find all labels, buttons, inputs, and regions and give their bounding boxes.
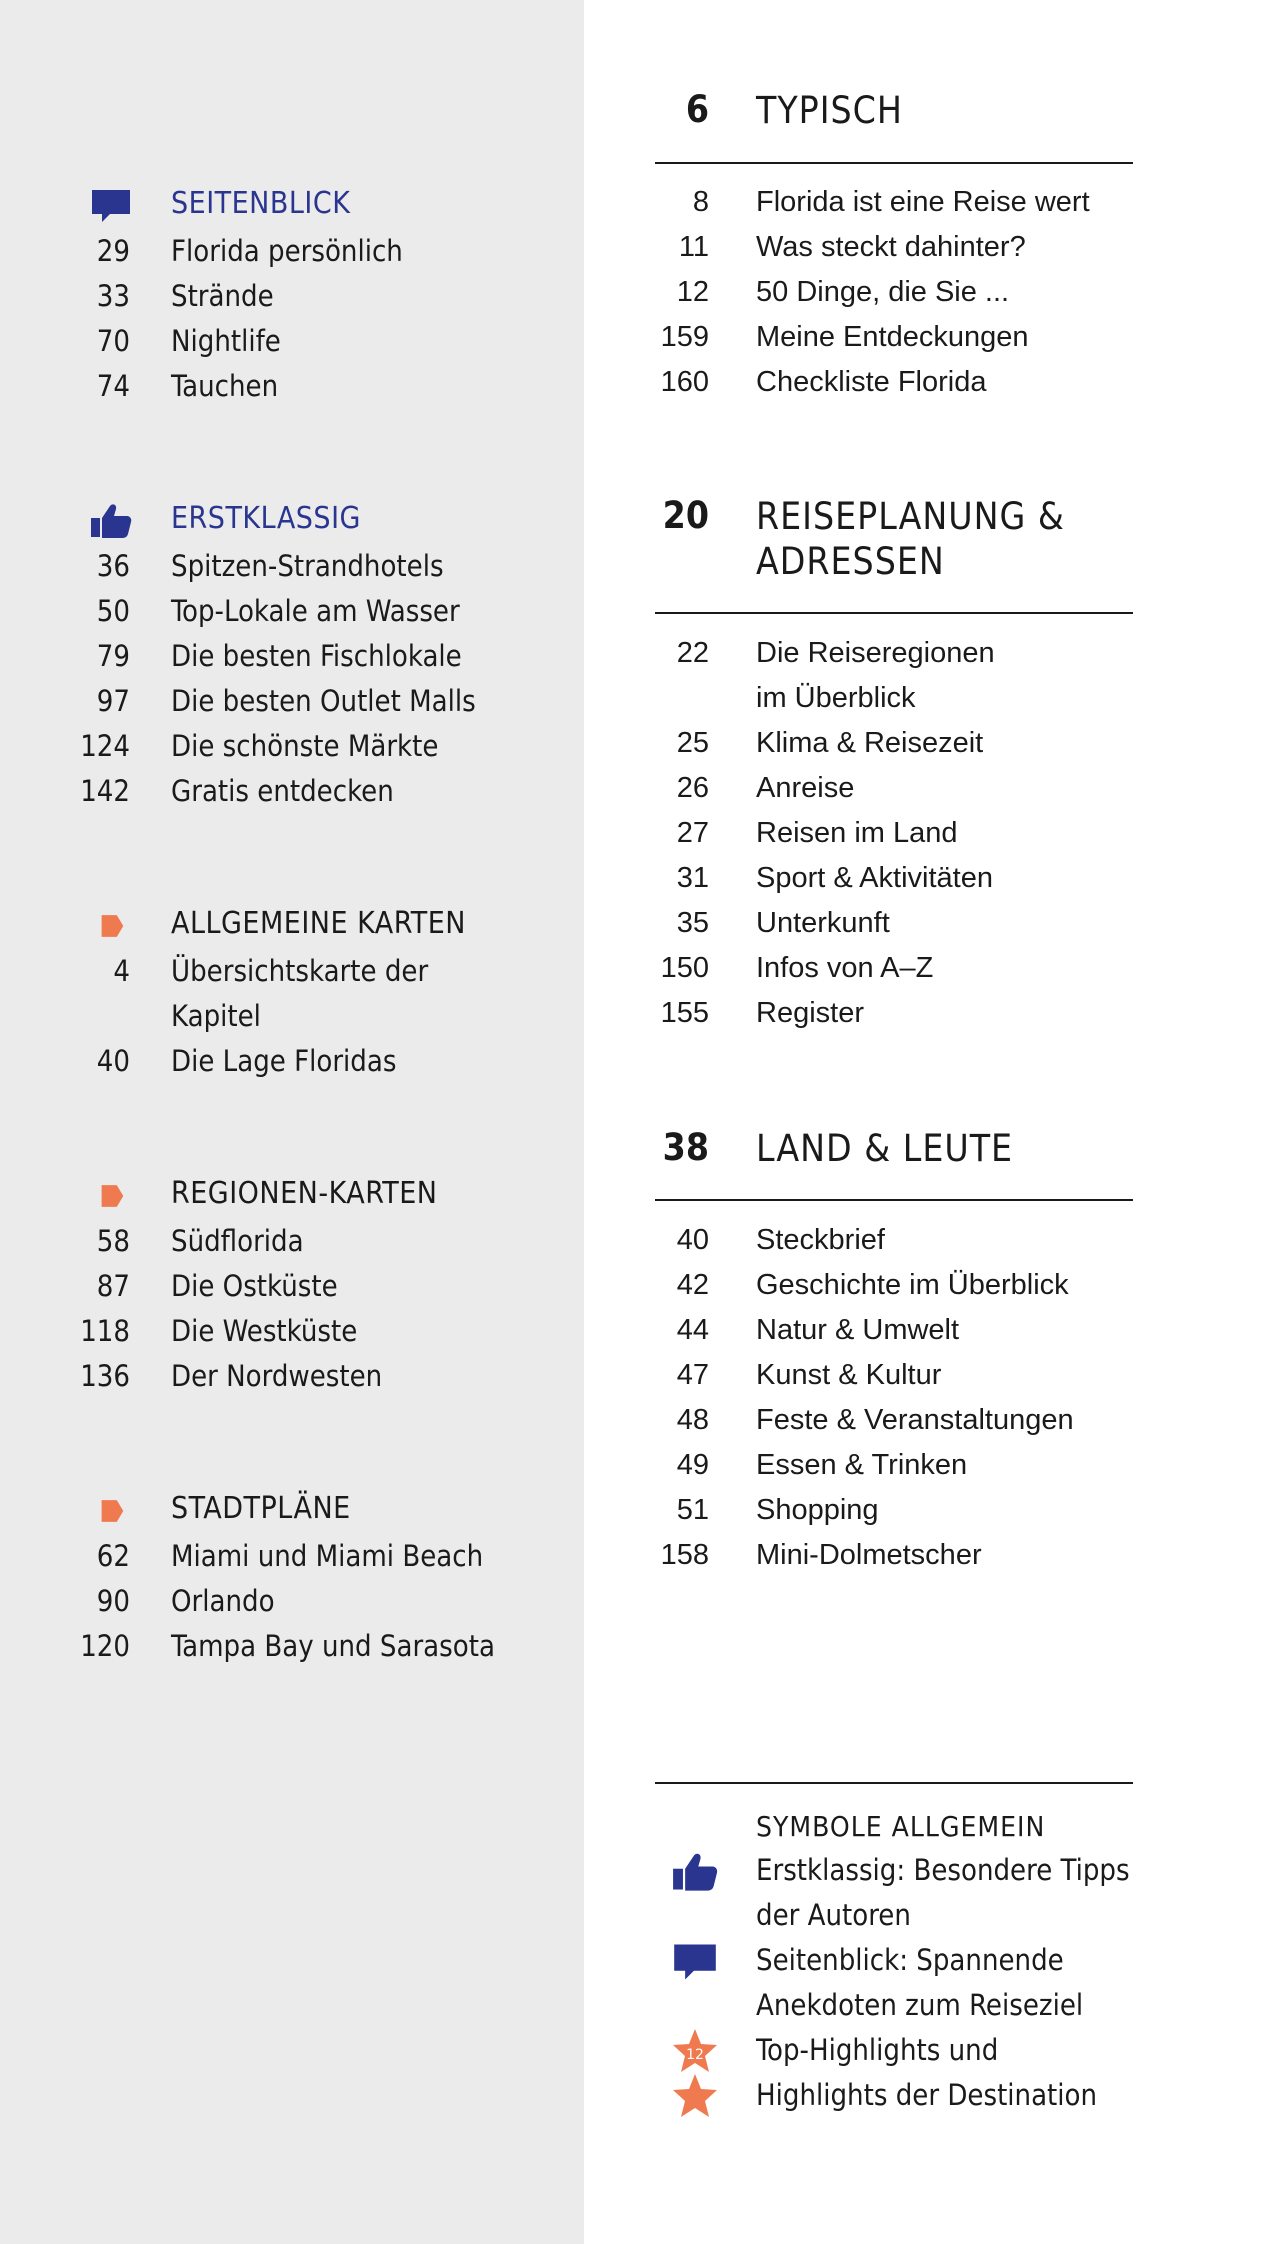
legend-item xyxy=(655,1983,1135,2028)
list-item[interactable] xyxy=(0,1309,584,1354)
page-number: 27 xyxy=(676,817,709,849)
list-item[interactable] xyxy=(655,1399,1135,1444)
page-number: 35 xyxy=(676,907,709,939)
chapter-title: TYPISCH xyxy=(756,89,903,132)
chapter-page-number: 20 xyxy=(662,494,709,537)
page-number: 12 xyxy=(676,276,709,308)
list-item[interactable] xyxy=(0,1579,584,1624)
item-label: Die Reiseregionen xyxy=(756,637,995,669)
page-number: 150 xyxy=(660,952,709,984)
item-label: Nightlife xyxy=(171,324,281,358)
list-item[interactable] xyxy=(0,544,584,589)
item-label: Natur & Umwelt xyxy=(756,1314,960,1346)
item-label: Meine Entdeckungen xyxy=(756,321,1029,353)
page-number: 8 xyxy=(692,186,709,218)
legend-text: der Autoren xyxy=(756,1898,911,1932)
list-item[interactable] xyxy=(655,1354,1135,1399)
page-number: 50 xyxy=(96,594,130,628)
list-item[interactable] xyxy=(655,947,1135,992)
section-reiseplanung xyxy=(655,494,1135,1037)
speech-bubble-icon xyxy=(90,188,132,224)
section-title: ALLGEMEINE KARTEN xyxy=(171,906,466,941)
list-item[interactable] xyxy=(0,1534,584,1579)
list-item[interactable] xyxy=(0,1264,584,1309)
list-item[interactable] xyxy=(0,274,584,319)
page-number: 48 xyxy=(676,1404,709,1436)
item-label: Florida persönlich xyxy=(171,234,403,268)
item-label: Checkliste Florida xyxy=(756,366,987,398)
page-number: 118 xyxy=(80,1314,130,1348)
page-number: 58 xyxy=(96,1224,130,1258)
item-label: Die schönste Märkte xyxy=(171,729,439,763)
page-number: 159 xyxy=(660,321,709,353)
item-label: Infos von A–Z xyxy=(756,952,934,984)
chapter-title-line-1: REISEPLANUNG & xyxy=(756,495,1065,538)
list-item[interactable] xyxy=(655,271,1135,316)
item-label: Florida ist eine Reise wert xyxy=(756,186,1090,218)
list-item[interactable] xyxy=(655,316,1135,361)
item-label: Tampa Bay und Sarasota xyxy=(171,1629,495,1663)
page-number: 124 xyxy=(80,729,130,763)
list-item[interactable] xyxy=(0,229,584,274)
item-label: Tauchen xyxy=(171,369,279,403)
list-item[interactable] xyxy=(655,181,1135,226)
page-number: 4 xyxy=(113,954,130,988)
list-item[interactable] xyxy=(655,767,1135,812)
legend-title: SYMBOLE ALLGEMEIN xyxy=(756,1810,1046,1843)
page-number: 47 xyxy=(676,1359,709,1391)
item-label: Der Nordwesten xyxy=(171,1359,383,1393)
thumbs-up-icon xyxy=(90,503,132,539)
page-number: 11 xyxy=(678,231,709,263)
section-title: STADTPLÄNE xyxy=(171,1491,351,1526)
page-number: 90 xyxy=(96,1584,130,1618)
item-label: Sport & Aktivitäten xyxy=(756,862,993,894)
legend-item xyxy=(655,1848,1135,1893)
list-item[interactable] xyxy=(655,1534,1135,1579)
section-title: SEITENBLICK xyxy=(171,186,351,221)
item-label: Essen & Trinken xyxy=(756,1449,968,1481)
section-allgemeine-karten xyxy=(0,904,584,1084)
item-label: Mini-Dolmetscher xyxy=(756,1539,982,1571)
item-label: Steckbrief xyxy=(756,1224,885,1256)
page-number: 40 xyxy=(676,1224,709,1256)
item-label: Die Lage Floridas xyxy=(171,1044,397,1078)
page-number: 51 xyxy=(676,1494,709,1526)
page-number: 79 xyxy=(96,639,130,673)
item-label: Was steckt dahinter? xyxy=(756,231,1026,263)
page-number: 26 xyxy=(676,772,709,804)
item-label: Gratis entdecken xyxy=(171,774,394,808)
item-label: Die besten Fischlokale xyxy=(171,639,462,673)
page-number: 136 xyxy=(80,1359,130,1393)
chapter-page-number: 38 xyxy=(662,1126,709,1169)
item-label: Klima & Reisezeit xyxy=(756,727,984,759)
item-label: Die besten Outlet Malls xyxy=(171,684,476,718)
page-number: 49 xyxy=(676,1449,709,1481)
section-typisch xyxy=(655,88,1135,406)
item-label: Die Ostküste xyxy=(171,1269,338,1303)
map-tag-icon xyxy=(90,1183,132,1209)
item-label: Reisen im Land xyxy=(756,817,958,849)
list-item[interactable] xyxy=(655,812,1135,857)
chapter-title-line-2: ADRESSEN xyxy=(756,540,945,583)
item-label: im Überblick xyxy=(756,682,916,714)
item-label: Strände xyxy=(171,279,274,313)
page-number: 40 xyxy=(96,1044,130,1078)
list-item[interactable] xyxy=(0,1624,584,1669)
legend-item xyxy=(655,1938,1135,1983)
page-number: 87 xyxy=(96,1269,130,1303)
section-regionen-karten xyxy=(0,1174,584,1399)
legend-text: Seitenblick: Spannende xyxy=(756,1943,1064,1977)
list-item[interactable] xyxy=(655,632,1135,677)
list-item[interactable] xyxy=(655,992,1135,1037)
list-item[interactable] xyxy=(0,634,584,679)
map-tag-icon xyxy=(90,1498,132,1524)
star-number: 12 xyxy=(686,2047,704,2063)
thumbs-up-icon xyxy=(672,1852,718,1892)
list-item[interactable] xyxy=(0,949,584,994)
item-label: Shopping xyxy=(756,1494,879,1526)
page-number: 97 xyxy=(96,684,130,718)
list-item[interactable] xyxy=(0,1219,584,1264)
list-item[interactable] xyxy=(655,677,1135,722)
list-item[interactable] xyxy=(655,1444,1135,1489)
page-number: 36 xyxy=(96,549,130,583)
item-label: Südflorida xyxy=(171,1224,304,1258)
page-number: 120 xyxy=(80,1629,130,1663)
item-label: Register xyxy=(756,997,864,1029)
list-item[interactable] xyxy=(0,679,584,724)
list-item[interactable] xyxy=(0,589,584,634)
list-item[interactable] xyxy=(655,1264,1135,1309)
section-seitenblick xyxy=(0,184,584,409)
page-number: 22 xyxy=(676,637,709,669)
list-item[interactable] xyxy=(0,994,584,1039)
item-label: Kapitel xyxy=(171,999,261,1033)
page-number: 155 xyxy=(660,997,709,1029)
section-stadtplaene xyxy=(0,1489,584,1669)
item-label: Anreise xyxy=(756,772,855,804)
list-item[interactable] xyxy=(0,364,584,409)
divider xyxy=(655,162,1133,164)
page-number: 160 xyxy=(660,366,709,398)
page-number: 25 xyxy=(676,727,709,759)
list-item[interactable] xyxy=(0,769,584,814)
list-item[interactable] xyxy=(655,361,1135,406)
list-item[interactable] xyxy=(655,1219,1135,1264)
chapter-title: LAND & LEUTE xyxy=(756,1127,1014,1170)
legend-text: Highlights der Destination xyxy=(756,2078,1098,2112)
divider xyxy=(655,612,1133,614)
item-label: Die Westküste xyxy=(171,1314,358,1348)
page-number: 158 xyxy=(660,1539,709,1571)
item-label: Übersichtskarte der xyxy=(171,954,429,988)
legend-text: Anekdoten zum Reiseziel xyxy=(756,1988,1084,2022)
page-number: 62 xyxy=(96,1539,130,1573)
item-label: Feste & Veranstaltungen xyxy=(756,1404,1074,1436)
chapter-page-number: 6 xyxy=(685,88,709,131)
page-number: 142 xyxy=(80,774,130,808)
map-tag-icon xyxy=(90,913,132,939)
page-number: 31 xyxy=(676,862,709,894)
legend-item xyxy=(655,2073,1135,2118)
legend-text: Erstklassig: Besondere Tipps xyxy=(756,1853,1130,1887)
section-erstklassig xyxy=(0,499,584,814)
star-icon xyxy=(672,2073,718,2119)
page-number: 70 xyxy=(96,324,130,358)
item-label: 50 Dinge, die Sie ... xyxy=(756,276,1010,308)
page-number: 74 xyxy=(96,369,130,403)
item-label: Unterkunft xyxy=(756,907,890,939)
list-item[interactable] xyxy=(655,1489,1135,1534)
legend-item xyxy=(655,2028,1135,2073)
list-item[interactable] xyxy=(655,1309,1135,1354)
section-title: REGIONEN-KARTEN xyxy=(171,1176,438,1211)
speech-bubble-icon xyxy=(672,1942,718,1982)
item-label: Kunst & Kultur xyxy=(756,1359,942,1391)
item-label: Top-Lokale am Wasser xyxy=(171,594,460,628)
numbered-star-icon xyxy=(672,2028,718,2074)
page-number: 42 xyxy=(676,1269,709,1301)
legend-text: Top-Highlights und xyxy=(756,2033,999,2067)
section-land-leute xyxy=(655,1126,1135,1579)
item-label: Geschichte im Überblick xyxy=(756,1269,1069,1301)
list-item[interactable] xyxy=(655,722,1135,767)
list-item[interactable] xyxy=(655,857,1135,902)
list-item[interactable] xyxy=(655,902,1135,947)
page-number: 44 xyxy=(676,1314,709,1346)
list-item[interactable] xyxy=(0,1039,584,1084)
item-label: Orlando xyxy=(171,1584,275,1618)
list-item[interactable] xyxy=(0,1354,584,1399)
list-item[interactable] xyxy=(655,226,1135,271)
legend-item xyxy=(655,1893,1135,1938)
page-number: 33 xyxy=(96,279,130,313)
list-item[interactable] xyxy=(0,724,584,769)
section-title: ERSTKLASSIG xyxy=(171,501,361,536)
list-item[interactable] xyxy=(0,319,584,364)
page-number: 29 xyxy=(96,234,130,268)
divider xyxy=(655,1199,1133,1201)
divider xyxy=(655,1782,1133,1784)
item-label: Spitzen-Strandhotels xyxy=(171,549,444,583)
item-label: Miami und Miami Beach xyxy=(171,1539,484,1573)
